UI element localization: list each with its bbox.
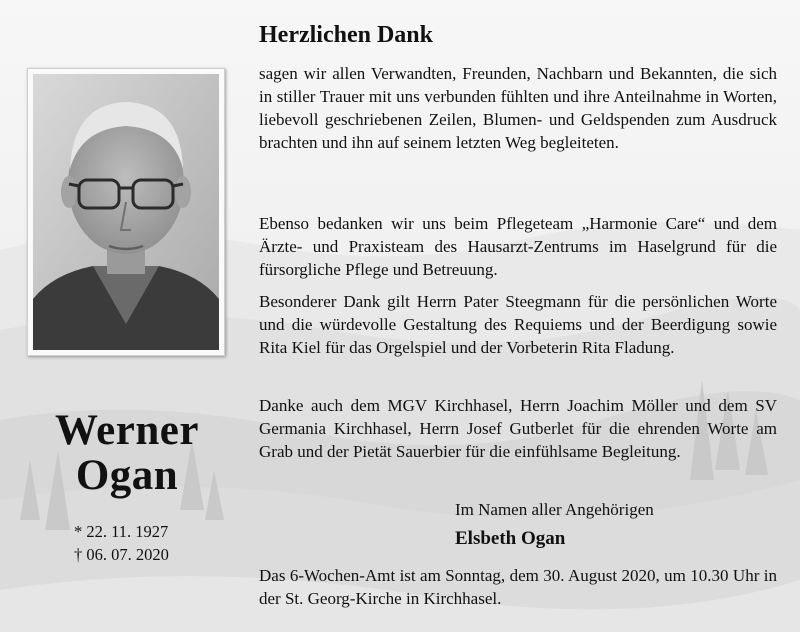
- mass-announcement: Das 6-Wochen-Amt ist am Sonntag, dem 30. August 2020, um 10.30 Uhr in der St. Georg-Kirche in Kirchhasel.: [259, 566, 777, 608]
- thanks-paragraph-3: Besonderer Dank gilt Herrn Pater Steegmann für die persönlichen Worte und die würdevolle Gestaltung des Requiems und der Beerdigung sowie Rita Kiel für das Orgelspiel und der Vorbeterin Rita Fladung.: [259, 292, 777, 357]
- last-name: Ogan: [75, 452, 179, 499]
- signature-name: Elsbeth Ogan: [455, 528, 566, 549]
- death-date: † 06. 07. 2020: [74, 545, 169, 564]
- heading: Herzlichen Dank: [259, 22, 433, 48]
- signature-intro: Im Namen aller Angehörigen: [455, 500, 654, 519]
- portrait-photo: [27, 68, 225, 356]
- first-name: Werner: [55, 407, 199, 454]
- thanks-paragraph-2: Ebenso bedanken wir uns beim Pflegeteam „Harmonie Care“ und dem Ärzte- und Praxisteam des Hausarzt-Zentrums im Haselgrund für die fürsorgliche Pflege und Betreuung.: [259, 214, 777, 279]
- thanks-paragraph-4: Danke auch dem MGV Kirchhasel, Herrn Joachim Möller und dem SV Germania Kirchhasel, Herrn Josef Gutberlet für die ehrenden Worte am Grab und der Pietät Sauerbier für die einfühlsame Begleitung.: [259, 396, 777, 461]
- birth-date: * 22. 11. 1927: [74, 522, 169, 541]
- deceased-name: [20, 408, 234, 498]
- thanks-paragraph-1: sagen wir allen Verwandten, Freunden, Nachbarn und Bekannten, die sich in stiller Trauer mit uns verbunden fühlten und ihre Anteilnahme in Worten, liebevoll geschriebenen Zeilen, Blumen- und Geldspenden zum Ausdruck brachten und ihn auf seinem letzten Weg begleiteten.: [259, 64, 777, 152]
- life-dates: [74, 520, 169, 566]
